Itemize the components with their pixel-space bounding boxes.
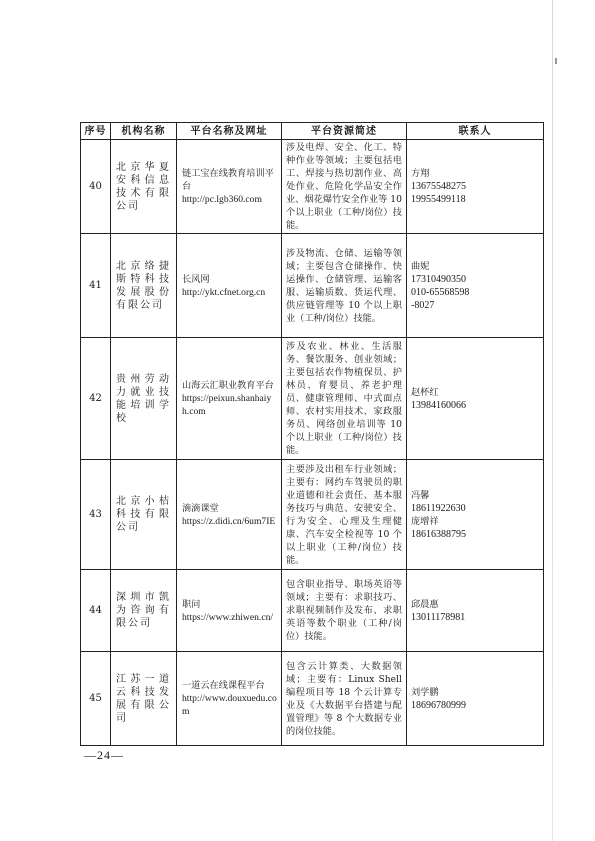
row-contact <box>407 234 544 338</box>
platform-name: 山海云汇职业教育平台 <box>182 380 274 391</box>
table-row <box>81 570 544 652</box>
contact-name: 方翔 <box>411 168 430 179</box>
row-org: 北京络捷斯特科技发展股份有限公司 <box>111 234 177 338</box>
platform-url: http://pc.lgb360.com <box>182 194 262 205</box>
row-desc: 涉及农业、林业、生活服务、餐饮服务、创业领域；主要包括农作物植保员、护林员、育婴员、养老护理员、健康管理师、中式面点师、农村实用技术、家政服务员、网络创业培训等 10 个以上职业（工种/岗位）技能。 <box>282 338 407 460</box>
header-no: 序号 <box>81 123 111 140</box>
contact-phone: 17310490350 <box>411 273 466 285</box>
row-org: 江苏一道云科技发展有限公司 <box>111 652 177 746</box>
platform-url: https://z.didi.cn/6um7IE <box>182 515 276 527</box>
table-row <box>81 234 544 338</box>
row-contact <box>407 460 544 570</box>
row-desc: 包含职业指导、职场英语等领域；主要有：求职技巧、求职视频制作及发布、求职英语等数个职业（工种/岗位）技能。 <box>282 570 407 652</box>
contact-name: 赵杯红 <box>411 386 439 398</box>
platform-name: 职问 <box>182 598 201 610</box>
header-contact: 联系人 <box>407 123 544 140</box>
row-desc: 主要涉及出租车行业领域；主要有：网约车驾驶员的职业道德和社会责任、基本服务技巧与典范、安驶安全、行为安全、心理及生理健康、汽车安全检视等 10 个以上职业（工种/岗位）技能。 <box>282 460 407 570</box>
row-no: 41 <box>81 234 111 338</box>
table-header-row <box>81 123 544 140</box>
contact-phone: 18611922630 <box>411 502 466 514</box>
platform-name: 长风网 <box>182 273 210 285</box>
contact-name: 曲妮 <box>411 260 430 272</box>
scan-mark <box>555 58 557 64</box>
row-platform <box>177 140 282 234</box>
contact-phone: 13675548275 <box>411 181 466 192</box>
contact-name: 冯馨 <box>411 489 430 501</box>
row-no: 40 <box>81 140 111 234</box>
row-platform <box>177 338 282 460</box>
table-row <box>81 338 544 460</box>
row-org: 北京华夏安科信息技术有限公司 <box>111 140 177 234</box>
row-platform <box>177 460 282 570</box>
row-contact <box>407 338 544 460</box>
contact-name: 邱晨惠 <box>411 598 439 610</box>
row-contact <box>407 570 544 652</box>
contact-phone: -8027 <box>411 299 435 311</box>
header-desc: 平台资源简述 <box>282 123 407 140</box>
row-platform <box>177 570 282 652</box>
page-number: —24— <box>84 748 124 762</box>
row-desc: 包含云计算类、大数据领域；主要有：Linux Shell 编程项目等 18 个云计算专业及《大数据平台搭建与配置管理》等 8 个大数据专业的岗位技能。 <box>282 652 407 746</box>
row-org: 贵州劳动力就业技能培训学校 <box>111 338 177 460</box>
platform-url: http://www.douxuedu.com <box>182 693 277 717</box>
contact-phone-secondary: 18616388795 <box>411 528 466 540</box>
header-platform: 平台名称及网址 <box>177 123 282 140</box>
row-no: 45 <box>81 652 111 746</box>
row-contact <box>407 140 544 234</box>
row-no: 42 <box>81 338 111 460</box>
header-org: 机构名称 <box>111 123 177 140</box>
platform-name: 滴滴课堂 <box>182 502 219 514</box>
row-desc: 涉及电焊、安全、化工、特种作业等领域；主要包括电工、焊接与热切割作业、高处作业、危险化学品安全作业、烟花爆竹安全作业等 10 个以上职业（工种/岗位）技能。 <box>282 140 407 234</box>
table-row <box>81 460 544 570</box>
row-desc: 涉及物流、仓储、运输等领域；主要包含仓储操作、快运操作、仓储管理、运输客服、运输质数、货运代理、供应链管理等 10 个以上职业（工种/岗位）技能。 <box>282 234 407 338</box>
row-platform <box>177 234 282 338</box>
row-platform <box>177 652 282 746</box>
contact-phone: 13984160066 <box>411 399 466 411</box>
training-platform-table <box>80 122 544 746</box>
platform-url: https://www.zhiwen.cn/ <box>182 611 274 623</box>
contact-phone: 18696780999 <box>411 699 466 711</box>
row-org: 北京小桔科技有限公司 <box>111 460 177 570</box>
platform-name: 一道云在线课程平台 <box>182 680 265 691</box>
platform-url: http://ykt.cfnet.org.cn <box>182 286 266 298</box>
row-no: 43 <box>81 460 111 570</box>
contact-phone: 010-65568598 <box>411 286 470 298</box>
contact-name-secondary: 庞增祥 <box>411 515 439 527</box>
row-contact <box>407 652 544 746</box>
platform-url: https://peixun.shanhaiyh.com <box>182 393 272 417</box>
contact-name: 刘学鹏 <box>411 686 439 698</box>
table-row <box>81 652 544 746</box>
table-row <box>81 140 544 234</box>
contact-phone: 13011178981 <box>411 611 466 623</box>
row-org: 深圳市凯为咨询有限公司 <box>111 570 177 652</box>
row-no: 44 <box>81 570 111 652</box>
scanned-page-edge <box>552 0 553 841</box>
platform-name: 链工宝在线教育培训平台 <box>182 168 274 192</box>
contact-phone: 19955499118 <box>411 194 466 205</box>
